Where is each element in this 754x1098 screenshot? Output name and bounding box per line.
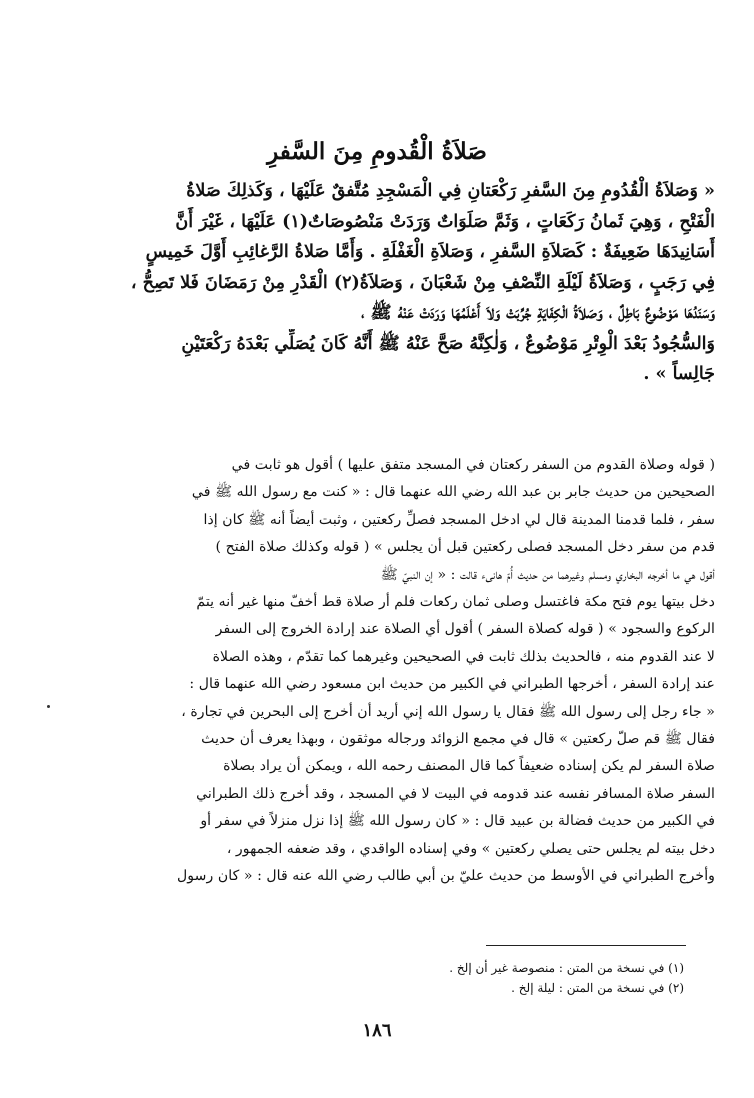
commentary-line: في الكبير من حديث فضالة بن عبيد قال : « كان رسول الله ﷺ إذا نزل منزلاً في سفر أو (200, 813, 715, 830)
commentary-line: لا عند القدوم منه ، فالحديث بذلك ثابت في الصحيحين وغيرهما كما تقدّم ، وهذه الصلاة (212, 648, 715, 665)
commentary-line: ( قوله وصلاة القدوم من السفر ركعتان في المسجد متفق عليها ) أقول هو ثابت في (231, 457, 715, 473)
footnote: (١) في نسخة من المتن : منصوصة غير أن إلخ . (449, 961, 684, 975)
commentary-text (70, 452, 715, 891)
matn-line: أَسَانِيدَهَا ضَعِيفَةٌ : كَصَلاَةِ السَّفرِ ، وَصَلاَةِ الْغَفْلَةِ . وَأَمَّا صَلاةُ الرَّغائِبِ أَوَّلَ خَمِيسٍ (145, 242, 715, 262)
commentary-line: دخل بيتها يوم فتح مكة فاغتسل وصلى ثمان ركعات فلم أر صلاة قط أخفّ منها غير أنه يتمّ (196, 594, 715, 611)
commentary-line: الركوع والسجود » ( قوله كصلاة السفر ) أقول أي الصلاة عند إرادة الخروج إلى السفر (215, 621, 715, 638)
commentary-line: فقال ﷺ قم صلّ ركعتين » قال في مجمع الزوائد ورجاله موثقون ، وبهذا يعرف أن حديث (201, 731, 715, 748)
page-number: ١٨٦ (362, 1020, 392, 1041)
footnote-divider (486, 945, 686, 946)
footnotes (284, 958, 684, 998)
margin-mark (47, 705, 50, 708)
commentary-line: عند إرادة السفر ، أخرجها الطبراني في الكبير من حديث ابن مسعود رضي الله عنهما قال : (189, 676, 715, 693)
matn-line: وَالسُّجُودُ بَعْدَ الْوِتْرِ مَوْضُوعٌ ، وَلٰكِنَّهُ صَحَّ عَنْهُ ﷺ أَنَّهُ كَانَ يُصَلِّي بَعْدَهُ رَكْعَتَيْنِ (181, 333, 715, 354)
matn-line: وَسَنَدُهَا مَوْضُوعٌ بَاطِلٌ ، وَصَلاَةُ الْكِفَايَةِ جُرِّبَتْ وَلاَ أَعْلَمُهَا وَرَدَتْ عَنْهُ ﷺ ، (361, 303, 715, 323)
matn-line: الْفَتْحِ ، وَهِيَ ثَمانُ رَكَعَاتٍ ، وَثَمَّ صَلَوَاتٌ وَرَدَتْ مَنْصُوصَاتٌ(١) عَلَيْهَا ، غَيْرَ أَنَّ (175, 211, 715, 232)
matn-line: جَالِساً » . (643, 364, 715, 384)
matn-line: « وَصَلاَةُ الْقُدُومِ مِنَ السَّفرِ رَكْعَتانِ فِي الْمَسْجِدِ مُتَّفقٌ عَلَيْهَا ، وَكَذلِكَ صَلاةُ (186, 181, 715, 201)
footnote: (٢) في نسخة من المتن : ليلة إلخ . (511, 981, 684, 995)
commentary-line: أقول هي ما أخرجه البخاري ومسلم وغيرهما من حديث أُمّ هانىء قالت : « إن النبيّ ﷺ (380, 566, 715, 583)
commentary-line: وأخرج الطبراني في الأوسط من حديث عليّ بن أبي طالب رضي الله عنه قال : « كان رسول (177, 868, 715, 885)
commentary-line: الصحيحين من حديث جابر بن عبد الله رضي الله عنهما قال : « كنت مع رسول الله ﷺ في (191, 484, 715, 501)
commentary-line: سفر ، فلما قدمنا المدينة قال لي ادخل المسجد فصلِّ ركعتين ، وثبت أيضاً أنه ﷺ كان إذا (203, 511, 715, 528)
commentary-line: صلاة السفر لم يكن إسناده ضعيفاً كما قال المصنف رحمه الله ، ويمكن أن يراد بصلاة (223, 758, 715, 775)
commentary-line: قدم من سفر دخل المسجد فصلى ركعتين قبل أن يجلس » ( قوله وكذلك صلاة الفتح ) (215, 539, 715, 556)
commentary-line: السفر صلاة المسافر نفسه عند قدومه في البيت لا في المسجد ، وقد أخرج ذلك الطبراني (196, 785, 715, 802)
section-heading: صَلاَةُ الْقُدومِ مِنَ السَّفرِ (267, 138, 487, 165)
matn-line: فِي رَجَبٍ ، وَصَلاَةُ لَيْلَةِ النِّصْفِ مِنْ شَعْبَانَ ، وَصَلاَةُ(٢) الْقَدْرِ مِنْ رَمَضَانَ فَلا تَصِحُّ ، (130, 272, 715, 293)
commentary-line: « جاء رجل إلى رسول الله ﷺ فقال يا رسول الله إني أريد أن أخرج إلى البحرين في تجارة ، (181, 703, 715, 720)
commentary-line: دخل بيته لم يجلس حتى يصلي ركعتين » وفي إسناده الواقدي ، وقد ضعفه الجمهور ، (226, 840, 715, 857)
matn-text (70, 176, 715, 390)
